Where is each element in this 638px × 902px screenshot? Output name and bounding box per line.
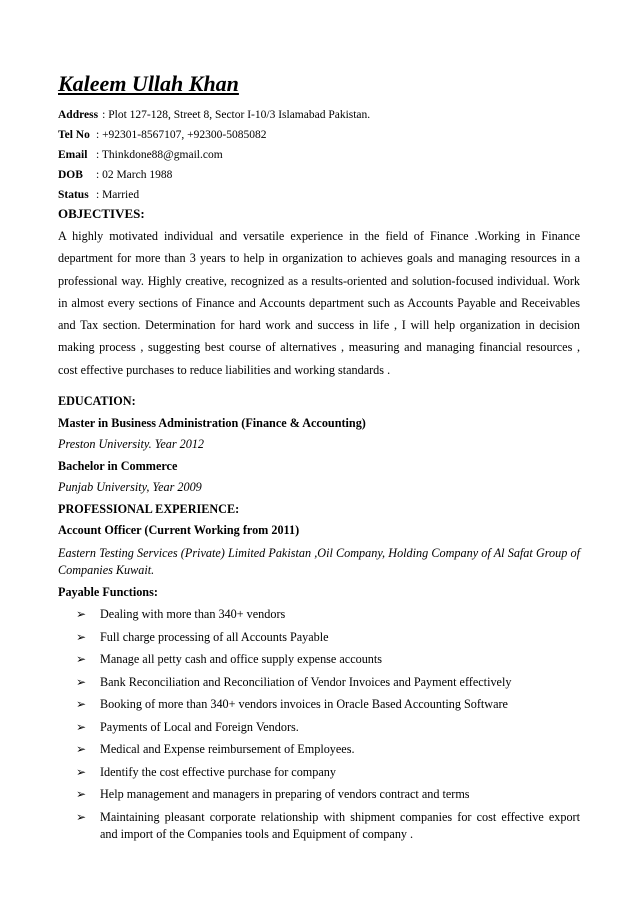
- contact-block: [58, 105, 580, 205]
- tel-row: [58, 125, 580, 145]
- education-section: [58, 391, 580, 499]
- address-separator: :: [102, 109, 106, 121]
- dob-row: [58, 165, 580, 185]
- function-item-text: Dealing with more than 340+ vendors: [100, 607, 286, 622]
- email-row: [58, 145, 580, 165]
- function-item: [58, 741, 580, 758]
- dob-label: DOB: [58, 169, 83, 181]
- experience-section: [58, 499, 580, 843]
- tel-label: Tel No: [58, 129, 90, 141]
- email-label: Email: [58, 149, 88, 161]
- function-item-text: Help management and managers in preparing of vendors contract and terms: [100, 787, 470, 802]
- position-title: Account Officer (Current Working from 2011): [58, 523, 300, 538]
- functions-heading: Payable Functions:: [58, 584, 158, 599]
- function-item: [58, 696, 580, 713]
- function-item-text: Bank Reconciliation and Reconciliation of Vendor Invoices and Payment effectively: [100, 674, 512, 689]
- function-item-text: Maintaining pleasant corporate relationship with shipment companies for cost effective export and import of the Companies tools and Equipment of company .: [100, 809, 580, 841]
- objectives-text: A highly motivated individual and versatile experience in the field of Finance .Working in Finance department for more than 3 years to help in organization to achieves goals and managing resources in a professional way. Highly creative, recognized as a results-oriented and solution-focused individual. Work in almost every sections of Finance and Accounts department such as Accounts Payable and Receivables and Tax section. Determination for hard work and success in life , I will help organization in decision making process , suggesting best course of alternatives , measuring and managing financial resources , cost effective purchases to reduce liabilities and working standards .: [58, 229, 580, 377]
- education-heading: EDUCATION:: [58, 394, 136, 409]
- arrow-bullet-icon: ➢: [76, 764, 87, 779]
- function-item: [58, 786, 580, 803]
- address-label: Address: [58, 109, 99, 121]
- arrow-bullet-icon: ➢: [76, 719, 87, 734]
- function-item: [58, 606, 580, 623]
- address-value: Plot 127-128, Street 8, Sector I-10/3 Islamabad Pakistan.: [108, 109, 371, 121]
- institution-masters: Preston University. Year 2012: [58, 437, 205, 452]
- arrow-bullet-icon: ➢: [76, 629, 87, 644]
- function-item-text: Manage all petty cash and office supply expense accounts: [100, 652, 383, 667]
- tel-value: : +92301-8567107, +92300-5085082: [96, 129, 267, 141]
- status-label: Status: [58, 189, 89, 201]
- dob-value: : 02 March 1988: [96, 169, 173, 181]
- function-item: [58, 629, 580, 646]
- function-item-text: Identify the cost effective purchase for company: [100, 764, 336, 779]
- function-item: [58, 719, 580, 736]
- function-item: [58, 764, 580, 781]
- functions-list: [58, 606, 580, 843]
- function-item: [58, 674, 580, 691]
- function-item: [58, 651, 580, 668]
- status-value: : Married: [96, 189, 140, 201]
- arrow-bullet-icon: ➢: [76, 787, 87, 802]
- experience-heading: PROFESSIONAL EXPERIENCE:: [58, 501, 240, 516]
- address-row: [58, 105, 580, 125]
- arrow-bullet-icon: ➢: [76, 607, 87, 622]
- function-item-text: Medical and Expense reimbursement of Employees.: [100, 742, 355, 757]
- institution-bachelors: Punjab University, Year 2009: [58, 480, 202, 495]
- email-value: : Thinkdone88@gmail.com: [96, 149, 223, 161]
- arrow-bullet-icon: ➢: [76, 809, 87, 824]
- company-description: Eastern Testing Services (Private) Limited Pakistan ,Oil Company, Holding Company of Al Safat Group of Companies Kuwait.: [58, 545, 580, 577]
- arrow-bullet-icon: ➢: [76, 652, 87, 667]
- function-item-text: Payments of Local and Foreign Vendors.: [100, 719, 299, 734]
- degree-bachelors: Bachelor in Commerce: [58, 458, 178, 473]
- arrow-bullet-icon: ➢: [76, 697, 87, 712]
- objectives-heading: OBJECTIVES:: [58, 206, 145, 221]
- degree-masters: Master in Business Administration (Finance & Accounting): [58, 415, 366, 430]
- status-row: [58, 185, 580, 205]
- arrow-bullet-icon: ➢: [76, 742, 87, 757]
- function-item-text: Full charge processing of all Accounts Payable: [100, 629, 329, 644]
- arrow-bullet-icon: ➢: [76, 674, 87, 689]
- function-item-text: Booking of more than 340+ vendors invoices in Oracle Based Accounting Software: [100, 697, 508, 712]
- function-item: [58, 809, 580, 843]
- candidate-name: Kaleem Ullah Khan: [58, 71, 239, 96]
